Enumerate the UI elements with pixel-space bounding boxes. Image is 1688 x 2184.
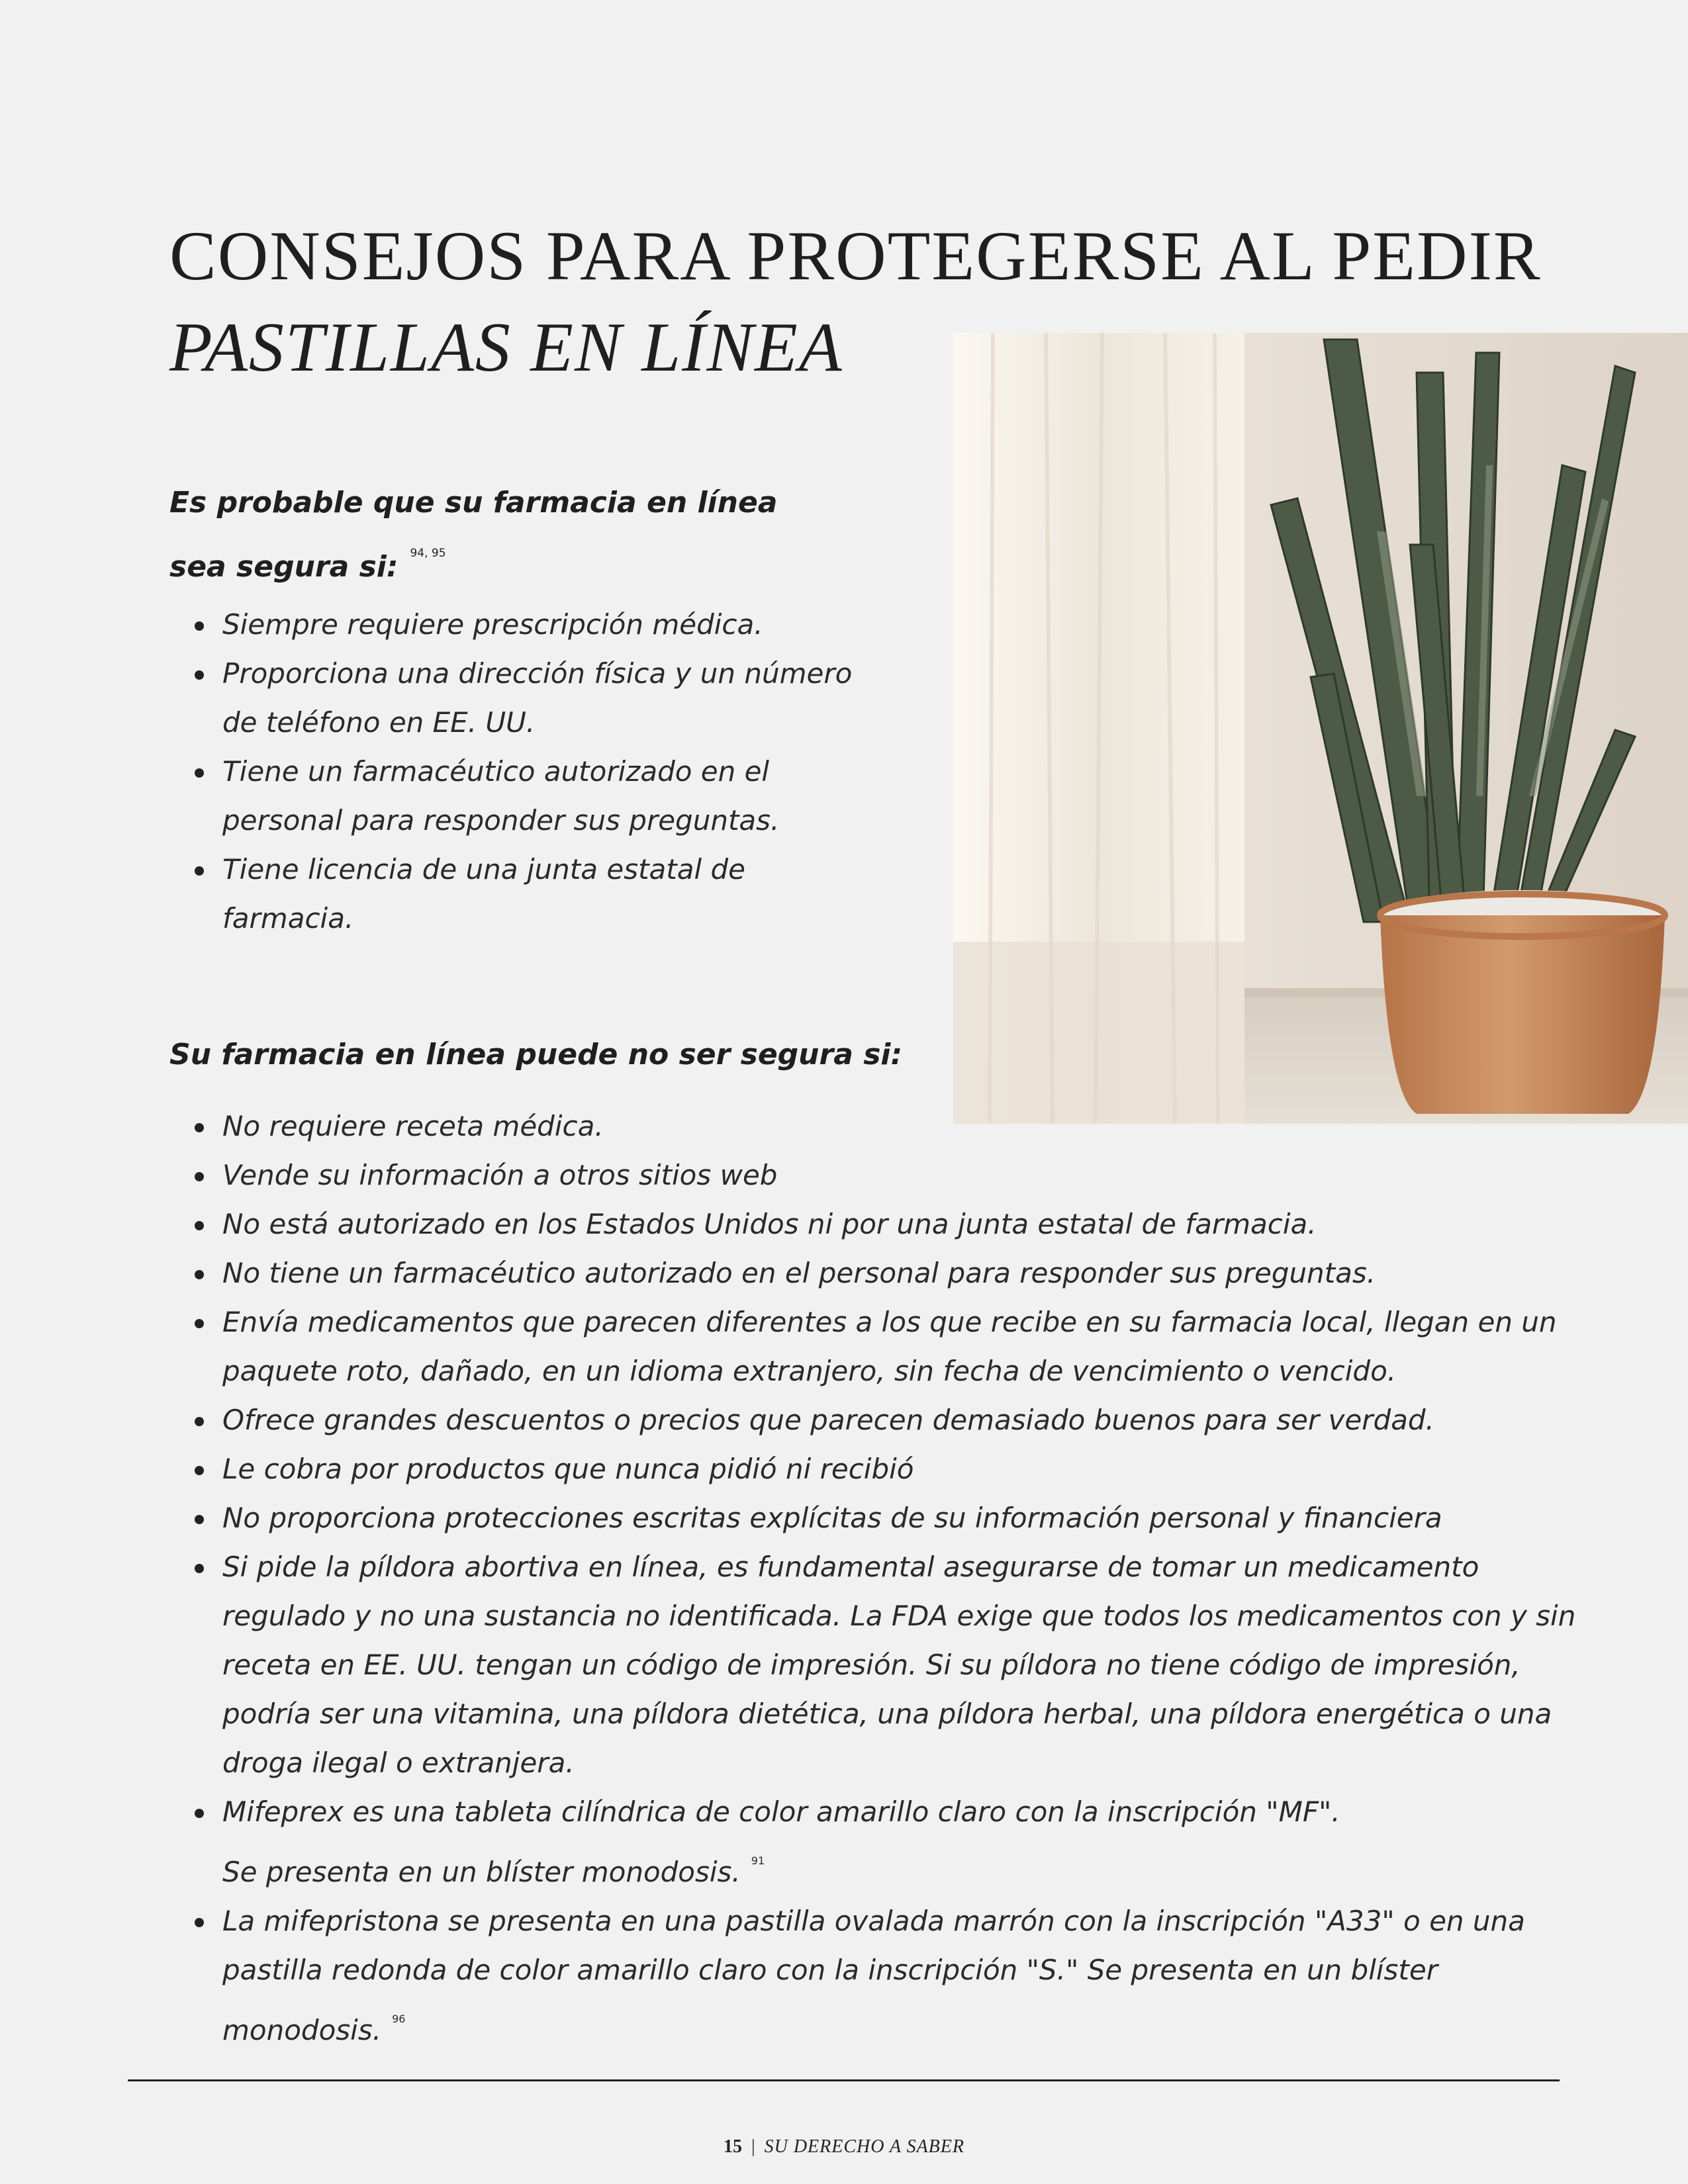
- list-item: No está autorizado en los Estados Unidos ni por una junta estatal de farmacia.: [169, 1200, 1586, 1249]
- list-item: Tiene un farmacéutico autorizado en el personal para responder sus preguntas.: [169, 747, 858, 845]
- footnote-ref: 96: [392, 2013, 406, 2025]
- list-item-mifepristona: [169, 1897, 1586, 2055]
- safe-section-heading: [169, 478, 831, 592]
- mifeprex-line2: Se presenta en un blíster monodosis.: [222, 1856, 741, 1888]
- list-item: Si pide la píldora abortiva en línea, es fundamental asegurarse de tomar un medicamento regulado y no una sustancia no identificada. La FDA exige que todos los medicamentos con y sin receta en EE. UU. tengan un código de impresión. Si su píldora no tiene código de impresión, podría ser una vitamina, una píldora dietética, una píldora herbal, una píldora energética o una droga ilegal o extranjera.: [169, 1543, 1586, 1788]
- page-title-line2: PASTILLAS EN LÍNEA: [169, 308, 843, 386]
- list-item: Tiene licencia de una junta estatal de farmacia.: [169, 845, 858, 943]
- list-item: Ofrece grandes descuentos o precios que parecen demasiado buenos para ser verdad.: [169, 1396, 1586, 1445]
- list-item: Siempre requiere prescripción médica.: [169, 600, 858, 649]
- list-item: No tiene un farmacéutico autorizado en el personal para responder sus preguntas.: [169, 1249, 1586, 1298]
- unsafe-signs-list: [169, 1102, 1586, 2055]
- publication-title: SU DERECHO A SABER: [764, 2136, 964, 2157]
- safe-signs-list: [169, 600, 858, 943]
- list-item: Vende su información a otros sitios web: [169, 1151, 1586, 1200]
- safe-heading-line2: sea segura si:: [169, 550, 399, 584]
- list-item-mifeprex: [169, 1788, 1586, 1897]
- safe-heading-line1: Es probable que su farmacia en línea: [169, 486, 778, 520]
- list-item: No proporciona protecciones escritas explícitas de su información personal y financiera: [169, 1494, 1586, 1543]
- page-title-line1: CONSEJOS PARA PROTEGERSE AL PEDIR: [169, 217, 1542, 295]
- page-number: 15: [724, 2136, 742, 2157]
- footer-separator: |: [751, 2136, 755, 2157]
- mifeprex-line1: Mifeprex es una tableta cilíndrica de color amarillo claro con la inscripción "MF".: [222, 1796, 1340, 1828]
- footnote-ref: 94, 95: [410, 547, 446, 560]
- list-item: Le cobra por productos que nunca pidió ni recibió: [169, 1445, 1586, 1494]
- snake-plant-photo: [953, 333, 1688, 1124]
- unsafe-section-heading: Su farmacia en línea puede no ser segura si:: [169, 1038, 903, 1071]
- list-item: Proporciona una dirección física y un número de teléfono en EE. UU.: [169, 649, 858, 747]
- footer-divider: [128, 2079, 1560, 2081]
- mifepristona-text: La mifepristona se presenta en una pastilla ovalada marrón con la inscripción "A33" o en una pastilla redonda de color amarillo claro con la inscripción "S." Se presenta en un blíster monodosis.: [222, 1905, 1525, 2046]
- footnote-ref: 91: [751, 1854, 765, 1867]
- list-item: No requiere receta médica.: [169, 1102, 1586, 1151]
- page-footer: [0, 2136, 1688, 2158]
- list-item: Envía medicamentos que parecen diferentes a los que recibe en su farmacia local, llegan en un paquete roto, dañado, en un idioma extranjero, sin fecha de vencimiento o vencido.: [169, 1298, 1586, 1396]
